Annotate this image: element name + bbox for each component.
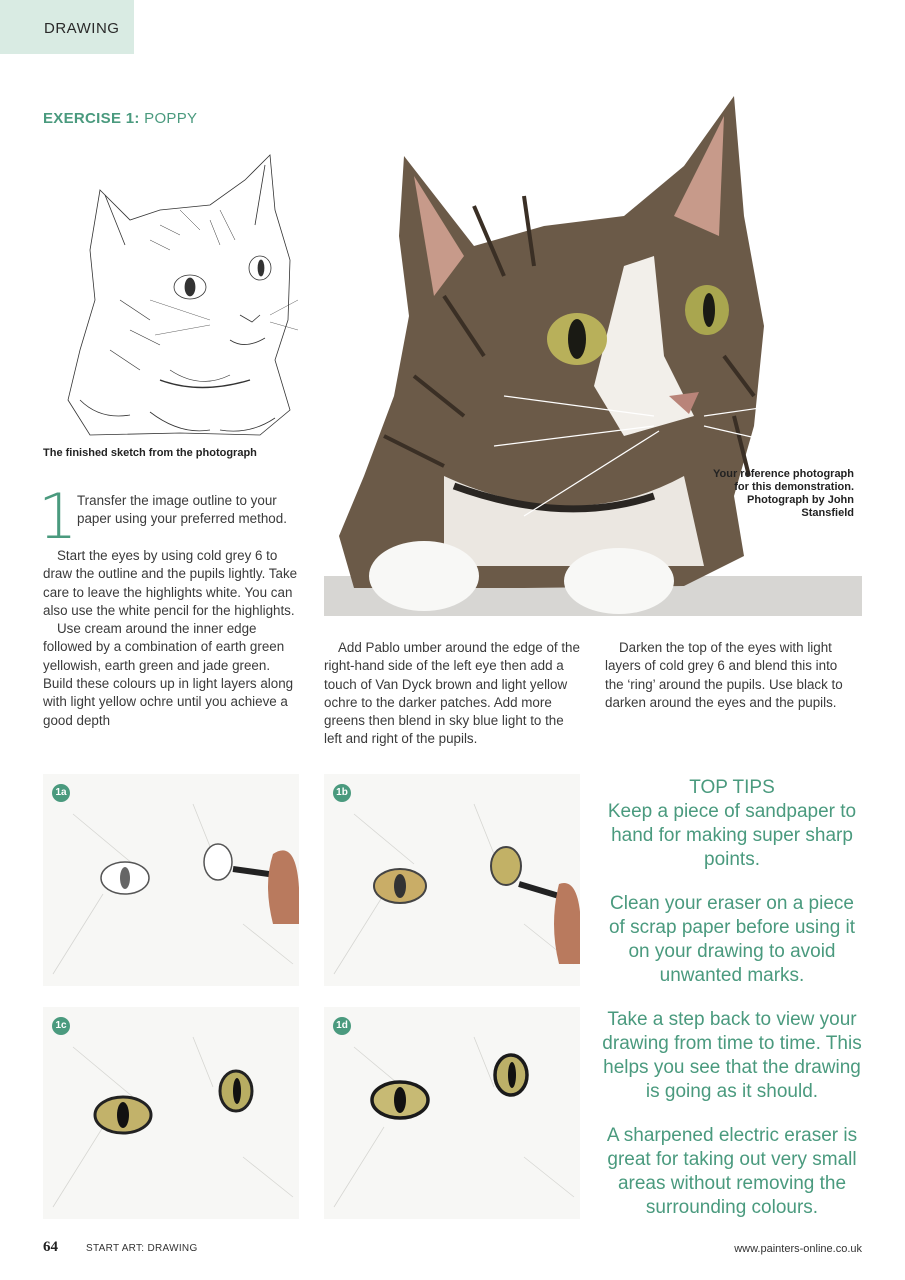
- tip-2: Clean your eraser on a piece of scrap paper before using it on your drawing to avoid unwanted marks.: [608, 893, 856, 986]
- step-column-2: [324, 639, 582, 749]
- tip-4: A sharpened electric eraser is great for taking out very small areas without removing the surrounding colours.: [606, 1125, 858, 1218]
- step-col2-paragraph: Add Pablo umber around the edge of the right-hand side of the left eye then add a touch of Van Dyck brown and light yellow ochre to the darker patches. Add more greens then blend in sky blue light to the left and right of the pupils.: [324, 640, 580, 747]
- stage-image-1a: [43, 774, 299, 986]
- exercise-heading: [43, 110, 197, 127]
- stage-image-1b: [324, 774, 580, 986]
- stage-badge-1c: 1c: [52, 1017, 70, 1035]
- cat-reference-photo: [324, 96, 862, 616]
- stage-image-1d: [324, 1007, 580, 1219]
- top-tips-box: [600, 776, 864, 1240]
- sketch-caption: The finished sketch from the photograph: [43, 447, 257, 459]
- step-col1-paragraph-2: Use cream around the inner edge followed by a combination of earth green yellowish, earth green and jade green. Build these colours up in light layers along with light yellow ochre until you achieve a good depth: [43, 621, 294, 728]
- cat-sketch-image: [60, 150, 300, 440]
- step-lead-text: Transfer the image outline to your paper using your preferred method.: [77, 493, 287, 527]
- page-number: 64: [43, 1239, 58, 1255]
- step-col3-paragraph: Darken the top of the eyes with light layers of cold grey 6 and blend this into the ‘ring’ around the pupils. Use black to darken around the eyes and the pupils.: [605, 640, 843, 710]
- exercise-label: EXERCISE 1:: [43, 110, 140, 127]
- exercise-name: POPPY: [144, 110, 198, 127]
- section-tab: [0, 0, 134, 54]
- stage-badge-1d: 1d: [333, 1017, 351, 1035]
- stage-badge-1a: 1a: [52, 784, 70, 802]
- magazine-title: START ART: DRAWING: [86, 1243, 198, 1254]
- top-tips-title: TOP TIPS: [689, 777, 775, 798]
- step-column-1: [43, 547, 299, 730]
- section-label: DRAWING: [44, 20, 120, 37]
- step-col1-paragraph-1: Start the eyes by using cold grey 6 to draw the outline and the pupils lightly. Take care to leave the highlights white. You can also use the white pencil for the highlights.: [43, 548, 298, 618]
- tip-3: Take a step back to view your drawing from time to time. This helps you see that the drawing is going as it should.: [602, 1009, 862, 1102]
- step-column-3: [605, 639, 853, 712]
- stage-image-1c: [43, 1007, 299, 1219]
- website-link[interactable]: www.painters-online.co.uk: [734, 1243, 862, 1255]
- stage-badge-1b: 1b: [333, 784, 351, 802]
- photo-caption: Your reference photograph for this demonstration. Photograph by John Stansfield: [713, 468, 854, 519]
- step-number: 1: [38, 480, 78, 553]
- tip-1: Keep a piece of sandpaper to hand for making super sharp points.: [607, 801, 857, 870]
